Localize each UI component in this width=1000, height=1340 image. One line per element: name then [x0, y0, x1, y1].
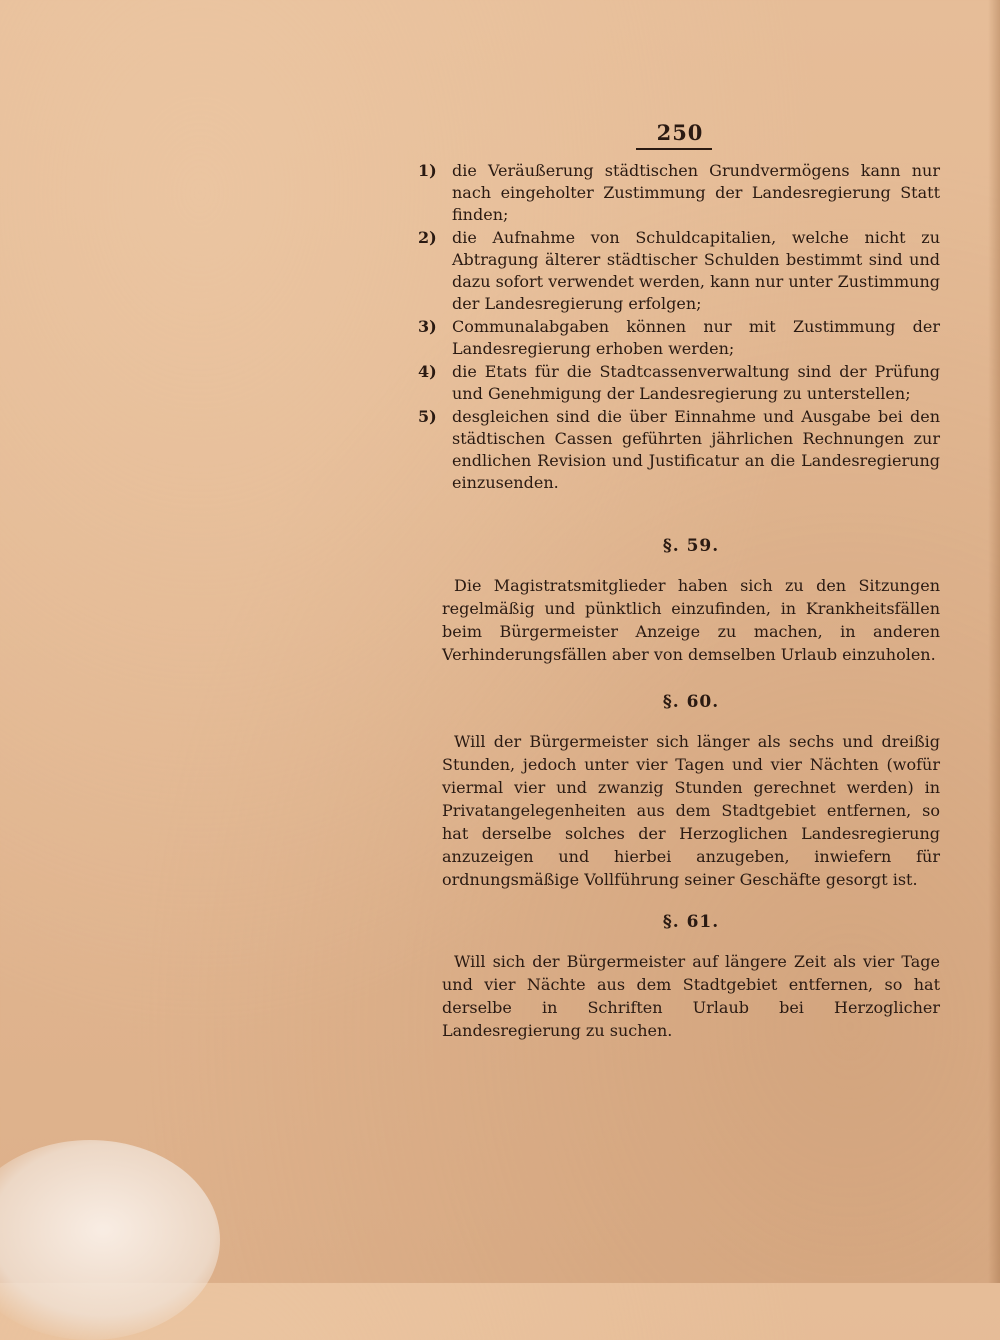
section-61	[442, 912, 940, 1042]
section-heading: §. 60.	[662, 692, 720, 712]
list-item-text: die Aufnahme von Schuldcapitalien, welche nicht zu Abtragung älterer städtischer Schulden bestimmt sind und dazu sofort verwendet werden, kann nur unter Zustimmung der Landesregierung erfolgen;	[452, 228, 940, 313]
list-item	[418, 361, 940, 405]
list-item-number: 5)	[418, 407, 437, 426]
section-59	[442, 536, 940, 666]
list-item	[418, 227, 940, 315]
page-number: 250	[656, 120, 704, 145]
page-edge-shadow	[988, 0, 1000, 1283]
list-item-text: Communalabgaben können nur mit Zustimmung der Landesregierung erhoben werden;	[452, 317, 940, 358]
list-item-text: die Etats für die Stadtcassenverwaltung sind der Prüfung und Genehmigung der Landesregierung zu unterstellen;	[452, 362, 940, 403]
section-heading: §. 61.	[662, 912, 720, 932]
list-item-number: 2)	[418, 228, 437, 247]
numbered-list	[418, 160, 940, 495]
list-item-text: die Veräußerung städtischen Grundvermögens kann nur nach eingeholter Zustimmung der Landesregierung Statt finden;	[452, 161, 940, 224]
section-paragraph: Die Magistratsmitglieder haben sich zu den Sitzungen regelmäßig und pünktlich einzufinden, in Krankheitsfällen beim Bürgermeister Anzeige zu machen, in anderen Verhinderungsfällen aber von demselben Urlaub einzuholen.	[442, 576, 940, 664]
list-item-number: 3)	[418, 317, 437, 336]
list-item	[418, 316, 940, 360]
section-paragraph: Will sich der Bürgermeister auf längere Zeit als vier Tage und vier Nächte aus dem Stadtgebiet entfernen, so hat derselbe in Schriften Urlaub bei Herzoglicher Landesregierung zu suchen.	[442, 952, 940, 1040]
list-item-text: desgleichen sind die über Einnahme und Ausgabe bei den städtischen Cassen geführten jährlichen Rechnungen zur endlichen Revision und Justificatur an die Landesregierung einzusenden.	[452, 407, 940, 492]
list-item	[418, 406, 940, 494]
page-number-rule	[636, 148, 712, 150]
section-paragraph: Will der Bürgermeister sich länger als sechs und dreißig Stunden, jedoch unter vier Tagen und vier Nächten (wofür viermal vier und zwanzig Stunden gerechnet werden) in Privatangelegenheiten aus dem Stadtgebiet entfernen, so hat derselbe solches der Herzoglichen Landesregierung anzuzeigen und hierbei anzugeben, inwiefern für ordnungsmäßige Vollführung seiner Geschäfte gesorgt ist.	[442, 732, 940, 889]
section-heading: §. 59.	[662, 536, 720, 556]
section-60	[442, 692, 940, 891]
list-item-number: 4)	[418, 362, 437, 381]
scan-thumb-mark	[0, 1140, 220, 1340]
list-item	[418, 160, 940, 226]
list-item-number: 1)	[418, 161, 437, 180]
